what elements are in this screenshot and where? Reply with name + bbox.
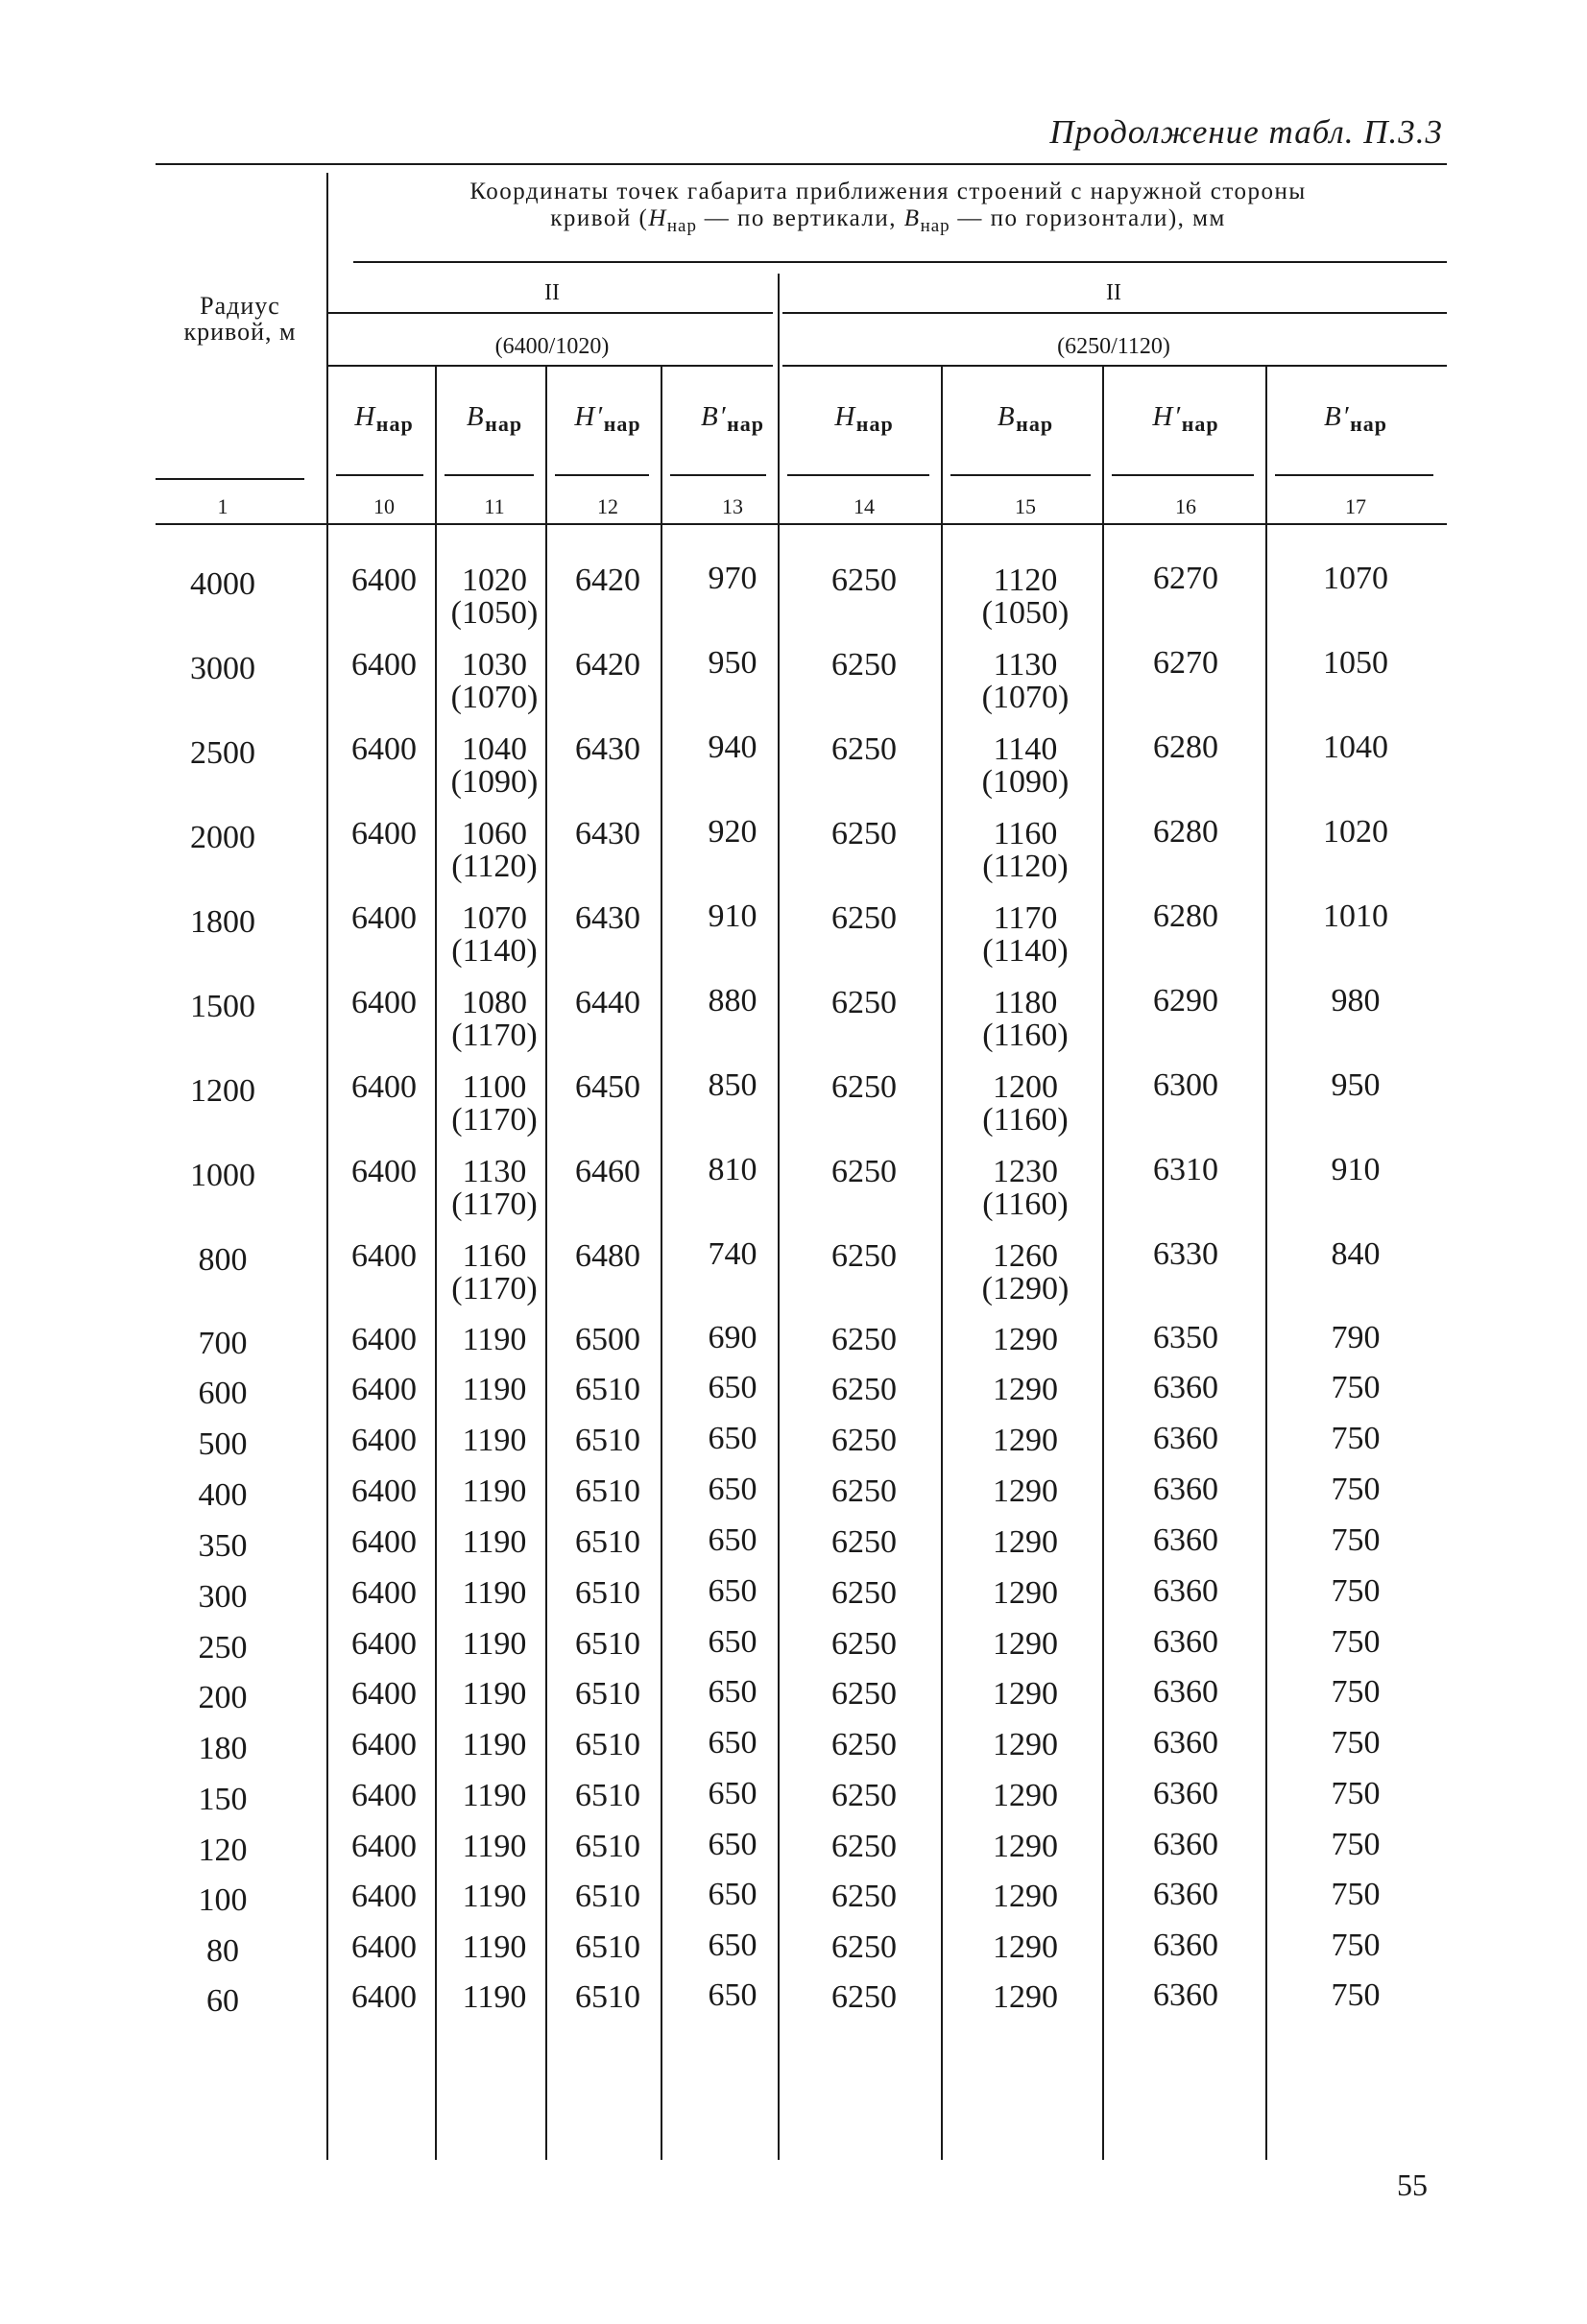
page-number: 55 (1397, 2168, 1428, 2202)
value-cell: 6400 (351, 1238, 417, 1274)
rule-head-col (670, 474, 766, 476)
value-alt: (1090) (981, 764, 1070, 800)
value-cell: 650 (708, 1674, 757, 1710)
value-cell: 6360 (1153, 1624, 1218, 1660)
column-header: $H_{нар}$ (354, 401, 414, 436)
value-cell: 650 (708, 1827, 757, 1862)
rule-head-col (1112, 474, 1254, 476)
value-cell: 6360 (1153, 1928, 1218, 1963)
column-header: $B'_{нар}$ (1324, 401, 1387, 436)
value-cell: 650 (708, 1776, 757, 1811)
column-header: $H'_{нар}$ (1152, 401, 1219, 436)
column-number: 16 (1175, 494, 1196, 518)
column-number: 15 (1015, 494, 1036, 518)
value-cell: 750 (1331, 1370, 1381, 1405)
value-alt: (1140) (982, 933, 1069, 969)
value-alt: (1160) (982, 1102, 1069, 1138)
value-cell: 6280 (1153, 898, 1218, 934)
value-cell: 740 (708, 1236, 757, 1272)
value-cell: 1140 (1090) (953, 733, 1097, 799)
value-alt: (1290) (981, 1271, 1070, 1306)
column-number: 10 (373, 494, 395, 518)
value-cell: 6250 (831, 985, 897, 1020)
value-cell: 6270 (1153, 645, 1218, 681)
value-cell: 6400 (351, 1676, 417, 1712)
value-cell: 6420 (575, 647, 640, 683)
value-cell: 1190 (462, 1727, 527, 1762)
value-cell: 6400 (351, 1929, 417, 1965)
value-cell: 6400 (351, 985, 417, 1020)
column-header: $B_{нар}$ (466, 401, 523, 436)
rule-group-right-1 (782, 312, 1447, 314)
main-title (331, 179, 1445, 234)
radius-cell: 1800 (190, 904, 255, 940)
value-alt: (1090) (450, 764, 539, 800)
value-cell: 6360 (1153, 1977, 1218, 2013)
column-header: $H'_{нар}$ (574, 401, 641, 436)
value-cell: 1290 (993, 1929, 1058, 1965)
value-cell: 940 (708, 730, 757, 765)
value-cell: 750 (1331, 1776, 1381, 1811)
value-cell: 1290 (993, 1727, 1058, 1762)
value-cell: 1190 (462, 1676, 527, 1712)
value-cell: 850 (708, 1067, 757, 1103)
value-cell: 6510 (575, 1524, 640, 1560)
radius-cell: 100 (198, 1882, 248, 1918)
value-cell: 6420 (575, 563, 640, 598)
value-alt: (1070) (450, 680, 539, 715)
value-cell: 1190 (462, 1372, 527, 1407)
value-cell: 6400 (351, 1069, 417, 1105)
value-cell: 6250 (831, 647, 897, 683)
value-cell: 6250 (831, 1778, 897, 1813)
value-cell: 1060 (1120) (422, 818, 566, 883)
value-cell: 1290 (993, 1979, 1058, 2015)
value-alt: (1120) (982, 849, 1069, 884)
value-cell: 880 (708, 983, 757, 1018)
value-cell: 750 (1331, 1624, 1381, 1660)
value-cell: 6440 (575, 985, 640, 1020)
radius-cell: 120 (198, 1833, 248, 1868)
radius-cell: 4000 (190, 566, 255, 602)
value-cell: 6400 (351, 1322, 417, 1357)
value-cell: 6430 (575, 731, 640, 767)
radius-cell: 2000 (190, 820, 255, 855)
value-cell: 750 (1331, 1472, 1381, 1507)
column-number: 14 (854, 494, 875, 518)
value-cell: 1040 (1090) (422, 733, 566, 799)
value-cell: 650 (708, 1624, 757, 1660)
value-cell: 1190 (462, 1778, 527, 1813)
value-cell: 1080 (1170) (422, 987, 566, 1052)
value-cell: 1130 (1170) (422, 1156, 566, 1221)
value-cell: 6330 (1153, 1236, 1218, 1272)
value-cell: 1120 (1050) (953, 564, 1097, 630)
value-cell: 650 (708, 1472, 757, 1507)
value-cell: 6280 (1153, 730, 1218, 765)
value-cell: 1130 (1070) (953, 649, 1097, 714)
value-cell: 6510 (575, 1626, 640, 1662)
value-cell: 1020 (1050) (422, 564, 566, 630)
value-cell: 6250 (831, 816, 897, 851)
value-cell: 1290 (993, 1524, 1058, 1560)
value-cell: 910 (1331, 1152, 1381, 1187)
group-left-class: II (544, 280, 560, 305)
value-cell: 6360 (1153, 1776, 1218, 1811)
value-cell: 1290 (993, 1676, 1058, 1712)
value-cell: 6360 (1153, 1370, 1218, 1405)
value-cell: 840 (1331, 1236, 1381, 1272)
value-cell: 6250 (831, 1879, 897, 1914)
value-cell: 6400 (351, 1423, 417, 1458)
value-cell: 6360 (1153, 1827, 1218, 1862)
rule-head-col (1275, 474, 1433, 476)
radius-header-label: Радиус кривой, м (183, 292, 297, 346)
value-cell: 1180 (1160) (953, 987, 1097, 1052)
value-cell: 1260 (1290) (953, 1240, 1097, 1306)
value-cell: 6360 (1153, 1674, 1218, 1710)
value-cell: 6430 (575, 816, 640, 851)
radius-cell: 300 (198, 1579, 248, 1615)
radius-cell: 1500 (190, 989, 255, 1024)
value-cell: 1290 (993, 1626, 1058, 1662)
radius-cell: 1200 (190, 1073, 255, 1109)
value-cell: 6510 (575, 1423, 640, 1458)
rule-head-col (787, 474, 929, 476)
rule-group-right-2 (782, 365, 1447, 367)
value-cell: 1020 (1323, 814, 1388, 850)
value-cell: 1290 (993, 1575, 1058, 1611)
rule-head-left (156, 478, 304, 480)
radius-cell: 200 (198, 1680, 248, 1715)
value-cell: 1190 (462, 1879, 527, 1914)
value-alt: (1170) (451, 1102, 538, 1138)
value-cell: 6500 (575, 1322, 640, 1357)
radius-cell: 60 (206, 1983, 239, 2019)
value-cell: 6250 (831, 731, 897, 767)
value-cell: 1190 (462, 1473, 527, 1509)
value-cell: 6510 (575, 1575, 640, 1611)
value-cell: 750 (1331, 1928, 1381, 1963)
value-cell: 1190 (462, 1626, 527, 1662)
value-cell: 6400 (351, 1727, 417, 1762)
value-cell: 6480 (575, 1238, 640, 1274)
value-cell: 1190 (462, 1829, 527, 1864)
table-caption: Продолжение табл. П.3.3 (1049, 113, 1443, 151)
value-cell: 6400 (351, 1372, 417, 1407)
value-cell: 1160 (1170) (422, 1240, 566, 1306)
value-cell: 6400 (351, 1154, 417, 1189)
value-cell: 1170 (1140) (953, 902, 1097, 968)
value-cell: 6250 (831, 1069, 897, 1105)
value-cell: 790 (1331, 1320, 1381, 1355)
value-alt: (1170) (451, 1018, 538, 1053)
column-number: 12 (597, 494, 618, 518)
rule-top (156, 163, 1447, 165)
value-cell: 6450 (575, 1069, 640, 1105)
value-cell: 6250 (831, 1423, 897, 1458)
radius-cell: 180 (198, 1731, 248, 1766)
value-alt: (1160) (982, 1018, 1069, 1053)
value-cell: 6360 (1153, 1877, 1218, 1912)
value-cell: 6250 (831, 1676, 897, 1712)
value-cell: 6280 (1153, 814, 1218, 850)
value-cell: 6400 (351, 647, 417, 683)
radius-cell: 2500 (190, 735, 255, 771)
rule-head-col (950, 474, 1091, 476)
value-cell: 750 (1331, 1573, 1381, 1609)
value-cell: 1200 (1160) (953, 1071, 1097, 1137)
value-cell: 6400 (351, 1829, 417, 1864)
rule-head-col (445, 474, 534, 476)
value-cell: 1190 (462, 1524, 527, 1560)
value-cell: 6300 (1153, 1067, 1218, 1103)
value-cell: 1190 (462, 1322, 527, 1357)
value-cell: 6400 (351, 731, 417, 767)
value-cell: 1190 (462, 1979, 527, 2015)
value-cell: 6250 (831, 1929, 897, 1965)
value-cell: 750 (1331, 1827, 1381, 1862)
value-cell: 6510 (575, 1727, 640, 1762)
rule-col-divider (941, 367, 943, 2160)
value-cell: 750 (1331, 1725, 1381, 1761)
value-cell: 1040 (1323, 730, 1388, 765)
value-cell: 750 (1331, 1674, 1381, 1710)
radius-cell: 3000 (190, 651, 255, 686)
value-cell: 6400 (351, 1575, 417, 1611)
value-cell: 750 (1331, 1877, 1381, 1912)
rule-head-col (336, 474, 423, 476)
value-cell: 6360 (1153, 1573, 1218, 1609)
column-header: $H_{нар}$ (834, 401, 894, 436)
value-cell: 6510 (575, 1929, 640, 1965)
value-cell: 950 (1331, 1067, 1381, 1103)
value-cell: 1290 (993, 1879, 1058, 1914)
value-cell: 6400 (351, 1778, 417, 1813)
value-cell: 6360 (1153, 1472, 1218, 1507)
value-cell: 6350 (1153, 1320, 1218, 1355)
value-alt: (1170) (451, 1271, 538, 1306)
value-cell: 6250 (831, 1473, 897, 1509)
rule-title (353, 261, 1447, 263)
value-cell: 1070 (1140) (422, 902, 566, 968)
value-cell: 6250 (831, 1979, 897, 2015)
value-cell: 6250 (831, 1524, 897, 1560)
value-cell: 750 (1331, 1421, 1381, 1456)
value-cell: 6510 (575, 1979, 640, 2015)
value-cell: 6250 (831, 900, 897, 936)
value-cell: 970 (708, 561, 757, 596)
value-cell: 650 (708, 1370, 757, 1405)
column-header: $B_{нар}$ (997, 401, 1054, 436)
value-cell: 650 (708, 1977, 757, 2013)
value-cell: 950 (708, 645, 757, 681)
radius-cell: 80 (206, 1933, 239, 1969)
value-cell: 6250 (831, 1727, 897, 1762)
value-alt: (1050) (981, 595, 1070, 631)
radius-cell: 500 (198, 1426, 248, 1462)
value-cell: 6510 (575, 1676, 640, 1712)
rule-col-divider (1265, 367, 1267, 2160)
value-cell: 6250 (831, 1575, 897, 1611)
main-title-line1: Координаты точек габарита приближения строений с наружной стороны (469, 179, 1307, 204)
radius-cell: 700 (198, 1326, 248, 1361)
value-cell: 6270 (1153, 561, 1218, 596)
value-cell: 650 (708, 1522, 757, 1558)
value-alt: (1050) (450, 595, 539, 631)
value-cell: 1100 (1170) (422, 1071, 566, 1137)
value-cell: 6510 (575, 1778, 640, 1813)
value-cell: 1230 (1160) (953, 1156, 1097, 1221)
radius-header (158, 293, 322, 345)
value-cell: 1010 (1323, 898, 1388, 934)
radius-cell: 400 (198, 1477, 248, 1513)
value-cell: 1030 (1070) (422, 649, 566, 714)
value-cell: 1290 (993, 1778, 1058, 1813)
radius-cell: 350 (198, 1528, 248, 1564)
main-title-line2: кривой ($H_{нар}$ — по вертикали, $B_{нар}$ — по горизонтали), мм (550, 205, 1226, 236)
value-cell: 6400 (351, 1473, 417, 1509)
rule-group-left-2 (326, 365, 773, 367)
value-cell: 1050 (1323, 645, 1388, 681)
value-cell: 6360 (1153, 1522, 1218, 1558)
value-cell: 1290 (993, 1829, 1058, 1864)
value-cell: 910 (708, 898, 757, 934)
value-cell: 1070 (1323, 561, 1388, 596)
value-cell: 650 (708, 1725, 757, 1761)
value-cell: 6360 (1153, 1725, 1218, 1761)
value-cell: 6430 (575, 900, 640, 936)
radius-cell: 1000 (190, 1158, 255, 1193)
column-number: 17 (1345, 494, 1366, 518)
value-alt: (1170) (451, 1186, 538, 1222)
column-header: $B'_{нар}$ (701, 401, 764, 436)
value-cell: 1290 (993, 1322, 1058, 1357)
radius-cell: 800 (198, 1242, 248, 1278)
value-cell: 6510 (575, 1372, 640, 1407)
radius-cell: 150 (198, 1782, 248, 1817)
value-cell: 6400 (351, 1626, 417, 1662)
value-cell: 6400 (351, 1979, 417, 2015)
value-cell: 6290 (1153, 983, 1218, 1018)
value-cell: 6250 (831, 1626, 897, 1662)
value-alt: (1120) (451, 849, 538, 884)
value-cell: 6400 (351, 816, 417, 851)
value-cell: 6510 (575, 1879, 640, 1914)
value-cell: 6510 (575, 1473, 640, 1509)
value-cell: 6250 (831, 1829, 897, 1864)
value-cell: 690 (708, 1320, 757, 1355)
value-cell: 6250 (831, 1238, 897, 1274)
value-cell: 1290 (993, 1423, 1058, 1458)
value-cell: 650 (708, 1877, 757, 1912)
value-cell: 6400 (351, 900, 417, 936)
rule-col-divider (1102, 367, 1104, 2160)
value-cell: 6250 (831, 1322, 897, 1357)
value-cell: 920 (708, 814, 757, 850)
rule-group-left-1 (326, 312, 773, 314)
value-cell: 1290 (993, 1473, 1058, 1509)
value-cell: 1290 (993, 1372, 1058, 1407)
value-cell: 650 (708, 1928, 757, 1963)
value-cell: 810 (708, 1152, 757, 1187)
value-cell: 1190 (462, 1929, 527, 1965)
value-cell: 6310 (1153, 1152, 1218, 1187)
value-cell: 6510 (575, 1829, 640, 1864)
value-cell: 650 (708, 1573, 757, 1609)
value-cell: 650 (708, 1421, 757, 1456)
value-cell: 6460 (575, 1154, 640, 1189)
value-cell: 6250 (831, 1372, 897, 1407)
value-cell: 980 (1331, 983, 1381, 1018)
value-cell: 6360 (1153, 1421, 1218, 1456)
value-cell: 6400 (351, 1879, 417, 1914)
value-alt: (1140) (451, 933, 538, 969)
column-number: 1 (217, 494, 228, 518)
value-alt: (1160) (982, 1186, 1069, 1222)
rule-col-divider (778, 274, 780, 2160)
column-number: 13 (722, 494, 743, 518)
value-cell: 6250 (831, 563, 897, 598)
value-cell: 6250 (831, 1154, 897, 1189)
radius-cell: 600 (198, 1376, 248, 1411)
group-right-dims: (6250/1120) (1057, 334, 1170, 359)
value-cell: 6400 (351, 563, 417, 598)
value-alt: (1070) (981, 680, 1070, 715)
column-number: 11 (484, 494, 505, 518)
value-cell: 1190 (462, 1423, 527, 1458)
group-right-class: II (1106, 280, 1121, 305)
value-cell: 1160 (1120) (953, 818, 1097, 883)
group-left-dims: (6400/1020) (494, 334, 610, 359)
value-cell: 750 (1331, 1522, 1381, 1558)
value-cell: 6400 (351, 1524, 417, 1560)
rule-numbers (156, 523, 1447, 525)
rule-head-col (555, 474, 649, 476)
value-cell: 1190 (462, 1575, 527, 1611)
radius-cell: 250 (198, 1630, 248, 1665)
value-cell: 750 (1331, 1977, 1381, 2013)
